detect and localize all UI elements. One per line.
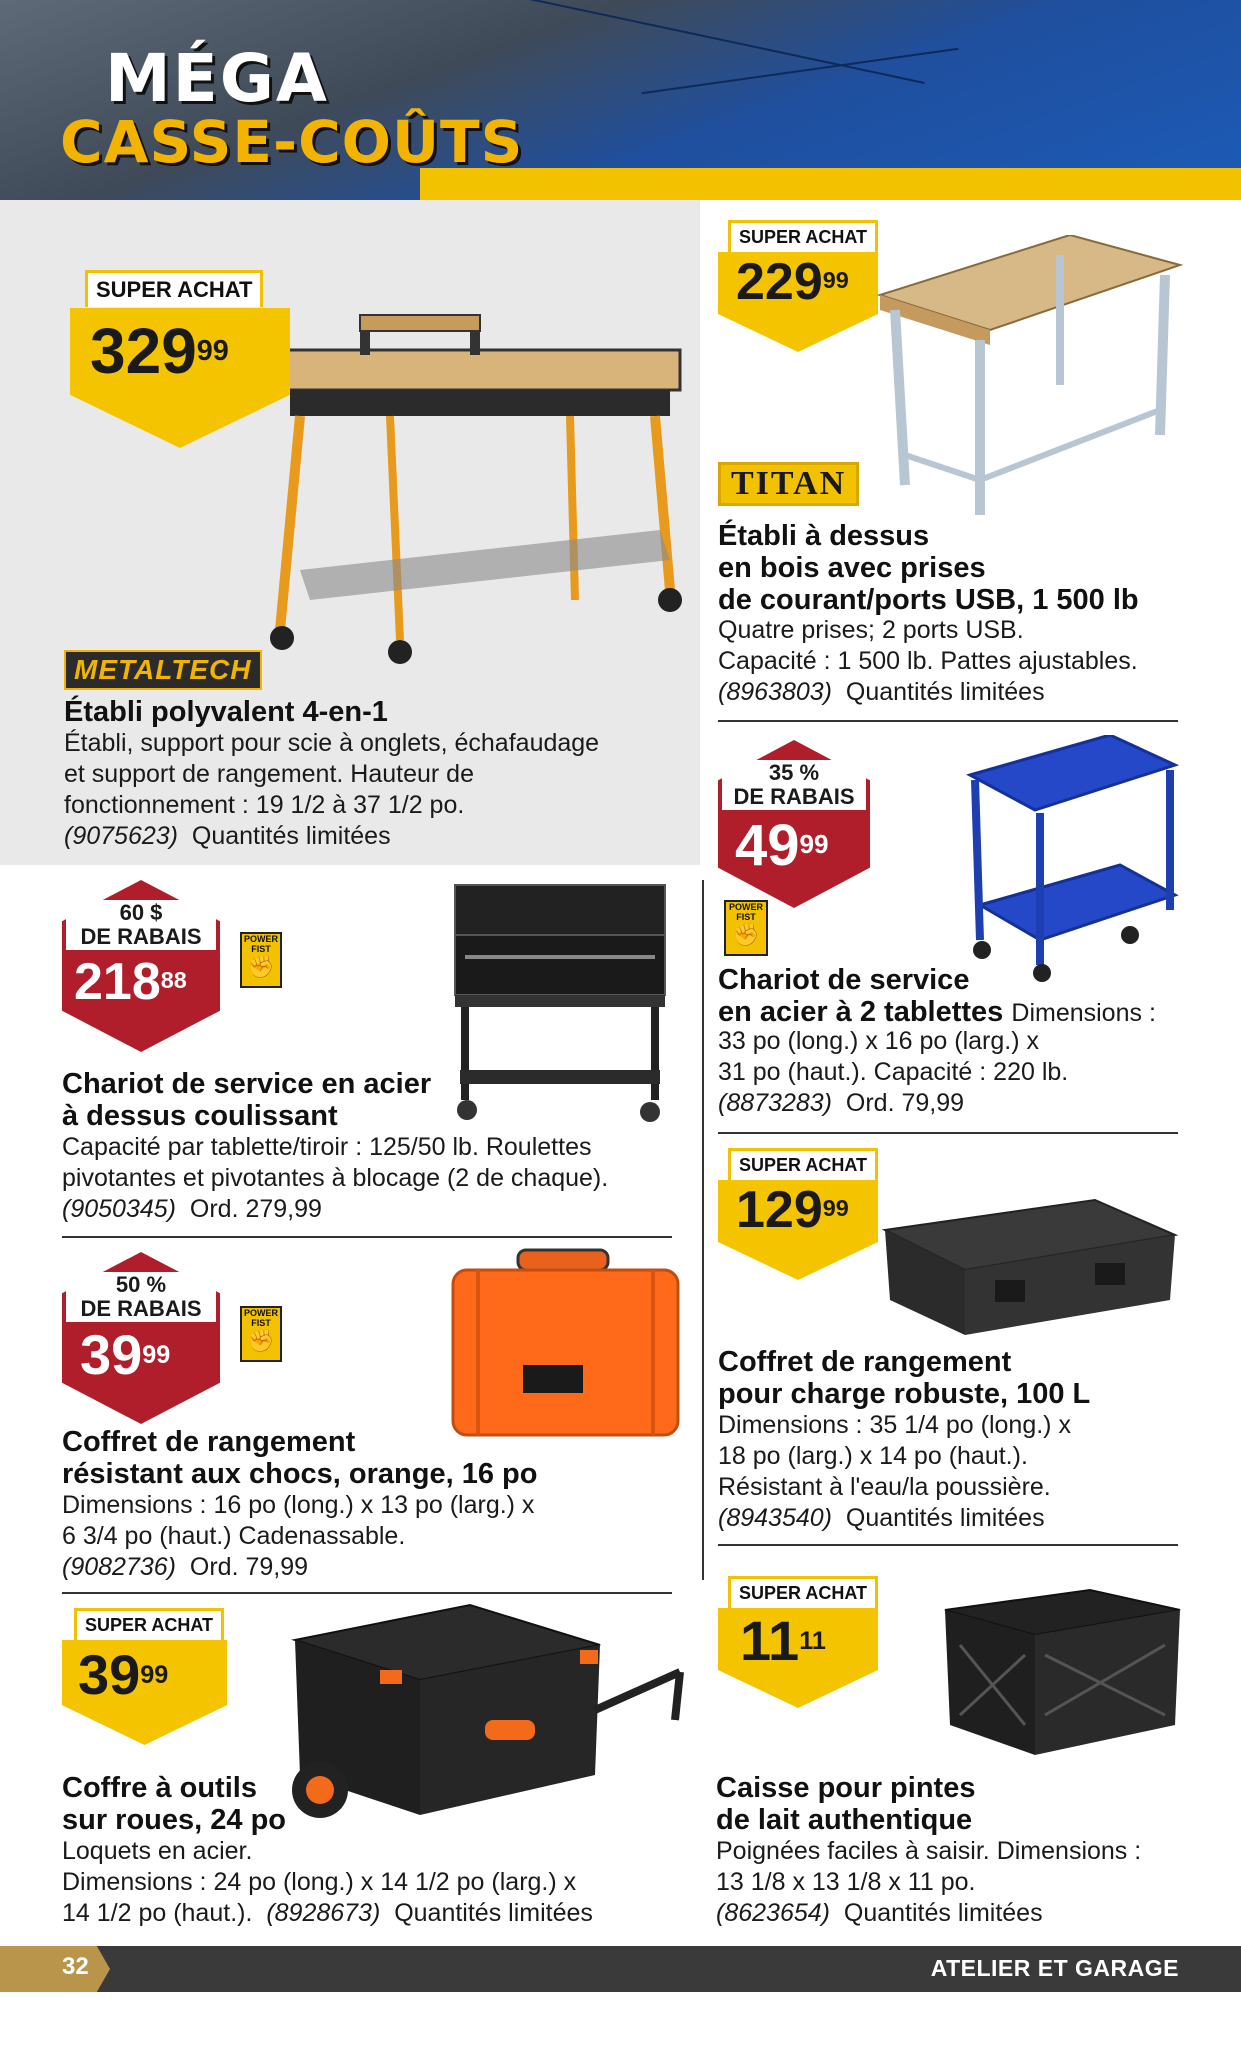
desc-line: pivotantes et pivotantes à blocage (2 de chaque). bbox=[62, 1164, 609, 1192]
price-cents: 99 bbox=[799, 829, 829, 860]
fist-icon: ✊ bbox=[247, 954, 275, 979]
product-sku: (8943540) bbox=[718, 1504, 832, 1532]
product-title bbox=[718, 964, 1156, 1029]
title-line: pour charge robuste, 100 L bbox=[718, 1378, 1091, 1410]
product-note: Quantités limitées bbox=[845, 1504, 1045, 1532]
price-dollars: 218 bbox=[74, 953, 161, 1011]
product-note: Ord. 79,99 bbox=[189, 1553, 309, 1581]
section-title: ATELIER ET GARAGE bbox=[930, 1955, 1179, 1981]
product-note: Quantités limitées bbox=[394, 1899, 593, 1927]
rabais-amount: 60 $ bbox=[119, 900, 163, 925]
price bbox=[74, 952, 187, 1012]
desc-line: 6 3/4 po (haut.) Cadenassable. bbox=[62, 1522, 406, 1550]
banner-yellow-stripe bbox=[420, 168, 1241, 200]
title-line: de courant/ports USB, 1 500 lb bbox=[718, 584, 1139, 616]
badge-label: SUPER ACHAT bbox=[728, 1148, 878, 1180]
orange-case-image bbox=[448, 1245, 683, 1440]
rabais-label: DE RABAIS bbox=[80, 924, 202, 949]
price bbox=[736, 1180, 849, 1240]
product-title bbox=[62, 1426, 537, 1490]
divider bbox=[718, 720, 1178, 722]
badge-label: SUPER ACHAT bbox=[728, 1576, 878, 1608]
banner-title-mega: MÉGA bbox=[105, 40, 330, 117]
badge-label: SUPER ACHAT bbox=[728, 220, 878, 252]
product-sku: (9075623) bbox=[64, 822, 178, 850]
product-note: Quantités limitées bbox=[843, 1899, 1043, 1927]
heavy-duty-case-image bbox=[875, 1195, 1185, 1345]
product-note: Quantités limitées bbox=[191, 822, 391, 850]
rabais-label: DE RABAIS bbox=[80, 1296, 202, 1321]
desc-line: 13 1/8 x 13 1/8 x 11 po. bbox=[716, 1868, 976, 1896]
title-line: Coffret de rangement bbox=[718, 1346, 1012, 1378]
price bbox=[736, 252, 849, 312]
title-line: Coffret de rangement bbox=[62, 1426, 356, 1458]
desc-line: Dimensions : 16 po (long.) x 13 po (larg.) x bbox=[62, 1491, 535, 1519]
rolling-tool-chest-image bbox=[280, 1600, 690, 1860]
divider bbox=[62, 1236, 672, 1238]
title-line: Établi à dessus bbox=[718, 520, 930, 552]
title-line: résistant aux chocs, orange, 16 po bbox=[62, 1458, 538, 1490]
price bbox=[90, 314, 229, 388]
titan-logo: TITAN bbox=[718, 462, 859, 506]
desc-line: Capacité : 1 500 lb. Pattes ajustables. bbox=[718, 647, 1138, 675]
price bbox=[78, 1642, 168, 1707]
divider bbox=[718, 1132, 1178, 1134]
logo-text: POWER bbox=[243, 934, 278, 944]
product-sku: (9050345) bbox=[62, 1195, 176, 1223]
price-dollars: 39 bbox=[80, 1323, 143, 1386]
price-dollars: 229 bbox=[736, 253, 823, 311]
desc-line: Capacité par tablette/tiroir : 125/50 lb. Roulettes bbox=[62, 1133, 592, 1161]
price bbox=[740, 1608, 826, 1673]
product-sku: (8873283) bbox=[718, 1089, 832, 1117]
power-fist-logo bbox=[724, 900, 768, 956]
desc-line: Quatre prises; 2 ports USB. bbox=[718, 616, 1024, 644]
desc-line: Dimensions : 35 1/4 po (long.) x bbox=[718, 1411, 1071, 1439]
product-description bbox=[62, 1490, 534, 1583]
product-description bbox=[718, 1026, 1068, 1119]
product-title bbox=[62, 1772, 286, 1836]
page-number: 32 bbox=[62, 1953, 89, 1980]
product-sku: (9082736) bbox=[62, 1553, 176, 1581]
title-line: en acier à 2 tablettes bbox=[718, 996, 1004, 1028]
rabais-label: DE RABAIS bbox=[733, 784, 855, 809]
product-note: Ord. 79,99 bbox=[845, 1089, 965, 1117]
desc-line: Loquets en acier. bbox=[62, 1837, 253, 1865]
price-dollars: 129 bbox=[736, 1181, 823, 1239]
price bbox=[735, 812, 829, 879]
product-description bbox=[62, 1132, 608, 1225]
logo-text: POWER bbox=[243, 1308, 278, 1318]
product-description bbox=[718, 615, 1138, 708]
desc-line: 31 po (haut.). Capacité : 220 lb. bbox=[718, 1058, 1069, 1086]
power-fist-logo bbox=[240, 932, 282, 988]
power-fist-logo bbox=[240, 1306, 282, 1362]
price-cents: 99 bbox=[140, 1660, 169, 1689]
product-title bbox=[62, 1068, 431, 1132]
logo-text: FIST bbox=[736, 912, 756, 922]
product-sku: (8963803) bbox=[718, 678, 832, 706]
product-title bbox=[718, 1346, 1090, 1410]
price-cents: 11 bbox=[799, 1626, 826, 1655]
logo-text: FIST bbox=[251, 944, 271, 954]
fist-icon: ✊ bbox=[732, 922, 760, 947]
price-cents: 99 bbox=[822, 1195, 849, 1222]
rabais-amount: 50 % bbox=[115, 1272, 167, 1297]
price bbox=[80, 1322, 170, 1387]
vertical-divider bbox=[702, 880, 704, 1580]
product-description bbox=[64, 728, 599, 852]
product-sku: (8623654) bbox=[716, 1899, 830, 1927]
milk-crate-image bbox=[940, 1585, 1185, 1760]
product-description bbox=[718, 1410, 1071, 1534]
logo-text: POWER bbox=[728, 902, 763, 912]
product-title bbox=[718, 520, 1139, 616]
divider bbox=[718, 1544, 1178, 1546]
price-cents: 99 bbox=[196, 335, 229, 368]
title-line: en bois avec prises bbox=[718, 552, 986, 584]
black-sliding-cart-image bbox=[445, 880, 685, 1130]
title-line: Chariot de service en acier bbox=[62, 1068, 432, 1100]
rabais-amount: 35 % bbox=[768, 760, 820, 785]
desc-line: fonctionnement : 19 1/2 à 37 1/2 po. bbox=[64, 791, 465, 819]
banner-title-casse-couts: CASSE-COÛTS bbox=[60, 108, 524, 176]
desc-line: Dimensions : 24 po (long.) x 14 1/2 po (larg.) x bbox=[62, 1868, 577, 1896]
product-title bbox=[716, 1772, 975, 1836]
title-line: Coffre à outils bbox=[62, 1772, 257, 1804]
desc-line: Établi, support pour scie à onglets, échafaudage bbox=[64, 729, 600, 757]
product-note: Ord. 279,99 bbox=[189, 1195, 322, 1223]
product-title: Établi polyvalent 4-en-1 bbox=[64, 696, 388, 728]
fist-icon: ✊ bbox=[247, 1328, 275, 1353]
price-dollars: 329 bbox=[90, 315, 197, 387]
title-line: de lait authentique bbox=[716, 1804, 973, 1836]
product-description bbox=[716, 1836, 1141, 1929]
workbench-4in1-image bbox=[270, 300, 690, 680]
price-dollars: 39 bbox=[78, 1643, 141, 1706]
desc-line: Résistant à l'eau/la poussière. bbox=[718, 1473, 1051, 1501]
title-line: Caisse pour pintes bbox=[716, 1772, 976, 1804]
logo-text: FIST bbox=[251, 1318, 271, 1328]
title-line: à dessus coulissant bbox=[62, 1100, 338, 1132]
price-cents: 99 bbox=[822, 267, 849, 294]
title-line: sur roues, 24 po bbox=[62, 1804, 287, 1836]
page-number-tab bbox=[0, 1946, 110, 1992]
blue-service-cart-image bbox=[960, 735, 1180, 985]
product-sku: (8928673) bbox=[266, 1899, 381, 1927]
title-tail: Dimensions : bbox=[1011, 999, 1156, 1027]
desc-line: 18 po (larg.) x 14 po (haut.). bbox=[718, 1442, 1028, 1470]
product-description bbox=[62, 1836, 593, 1929]
price-dollars: 49 bbox=[735, 813, 800, 878]
wood-top-workbench-image bbox=[870, 235, 1190, 525]
price-cents: 99 bbox=[142, 1340, 171, 1369]
desc-line: 33 po (long.) x 16 po (larg.) x bbox=[718, 1027, 1039, 1055]
badge-label: SUPER ACHAT bbox=[74, 1608, 224, 1640]
price-cents: 88 bbox=[160, 967, 187, 994]
title-line: Chariot de service bbox=[718, 964, 970, 996]
price-dollars: 11 bbox=[740, 1609, 800, 1672]
metaltech-logo: METALTECH bbox=[64, 650, 262, 690]
desc-line: 14 1/2 po (haut.). bbox=[62, 1899, 253, 1927]
badge-label: SUPER ACHAT bbox=[85, 270, 263, 307]
crack-decoration bbox=[435, 0, 924, 84]
product-note: Quantités limitées bbox=[845, 678, 1045, 706]
desc-line: Poignées faciles à saisir. Dimensions : bbox=[716, 1837, 1142, 1865]
divider bbox=[62, 1592, 672, 1594]
desc-line: et support de rangement. Hauteur de bbox=[64, 760, 474, 788]
